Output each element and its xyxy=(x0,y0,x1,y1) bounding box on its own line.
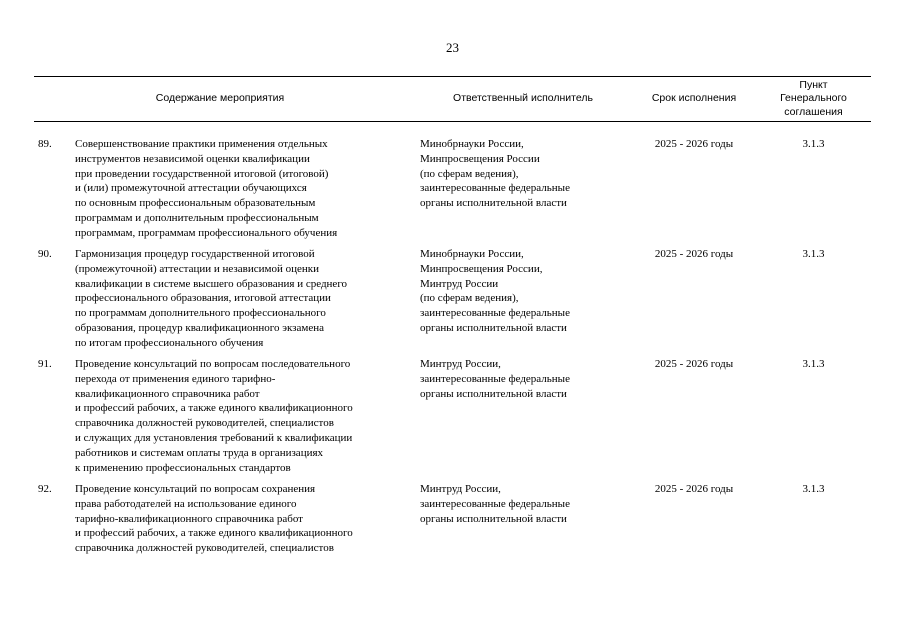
row-description: Проведение консультаций по вопросам последовательного перехода от применения единого тарифно- квалификационного справочника работ и профессий рабочих, а также единого квалификационного справочника должностей руководителей, специалистов и служащих для установления требований к квалификации работников и системам оплаты труда в организациях к применению профессиональных стандартов xyxy=(75,358,353,474)
column-header-term: Срок исполнения xyxy=(651,92,737,105)
row-description: Гармонизация процедур государственной итоговой (промежуточной) аттестации и независимой оценки квалификации в системе высшего образования и среднего профессионального образования, итоговой аттестации по программам дополнительного профессионального образования, процедур квалификационного экзамена по итогам профессионального обучения xyxy=(75,248,348,349)
row-description: Проведение консультаций по вопросам сохранения права работодателей на использование единого тарифно-квалификационного справочника работ и профессий рабочих, а также единого квалификационного справочника должностей руководителей, специалистов xyxy=(75,483,353,555)
row-term: 2025 - 2026 годы xyxy=(654,138,734,150)
row-number: 92. xyxy=(38,483,52,495)
row-responsible: Минобрнауки России, Минпросвещения России (по сферам ведения), заинтересованные федеральные органы исполнительной власти xyxy=(420,138,570,210)
row-term: 2025 - 2026 годы xyxy=(654,358,734,370)
column-header-point: Пункт Генерального соглашения xyxy=(780,79,847,118)
row-term: 2025 - 2026 годы xyxy=(654,483,734,495)
column-header-responsible: Ответственный исполнитель xyxy=(453,92,593,105)
page-number: 23 xyxy=(446,40,459,55)
table-header-rule xyxy=(34,121,871,122)
row-point: 3.1.3 xyxy=(802,358,825,370)
row-number: 89. xyxy=(38,138,52,150)
row-point: 3.1.3 xyxy=(802,248,825,260)
row-point: 3.1.3 xyxy=(802,483,825,495)
row-responsible: Минтруд России, заинтересованные федеральные органы исполнительной власти xyxy=(420,358,570,400)
column-header-content: Содержание мероприятия xyxy=(155,92,285,105)
row-term: 2025 - 2026 годы xyxy=(654,248,734,260)
row-point: 3.1.3 xyxy=(802,138,825,150)
row-responsible: Минтруд России, заинтересованные федеральные органы исполнительной власти xyxy=(420,483,570,525)
row-description: Совершенствование практики применения отдельных инструментов независимой оценки квалификации при проведении государственной итоговой (итоговой) и (или) промежуточной аттестации обучающихся по основным профессиональным образовательным программам и дополнительным профессиональным программам, программам профессионального обучения xyxy=(75,138,338,239)
row-number: 90. xyxy=(38,248,52,260)
row-number: 91. xyxy=(38,358,52,370)
row-responsible: Минобрнауки России, Минпросвещения России, Минтруд России (по сферам ведения), заинтересованные федеральные органы исполнительной власти xyxy=(420,248,570,334)
